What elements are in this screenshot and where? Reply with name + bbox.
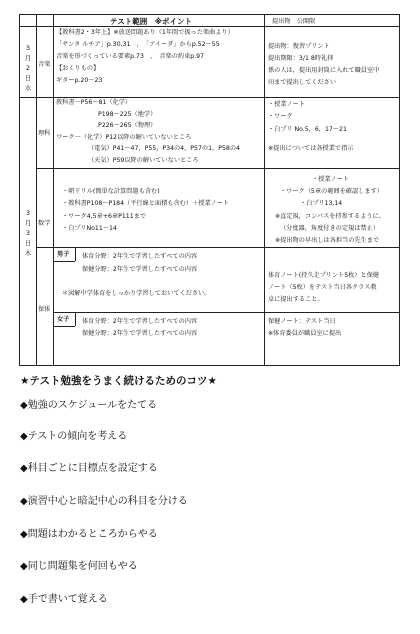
music-range-line: 音楽を形づくっている要素p.73 ， 音楽の約束p.97	[56, 53, 205, 60]
tip-item: ◆同じ問題集を何回もやる	[20, 561, 138, 572]
girls-label-box	[75, 312, 76, 326]
music-range-line: 【おくりもの】	[56, 65, 100, 72]
math-submit-line: ・ワーク（5章の範囲を確認します）	[280, 188, 383, 195]
day1-char: 3	[25, 44, 31, 52]
math-submit-line: ※提出物の早出しは各担当の先生まで	[275, 237, 380, 244]
day1-char: 2	[25, 64, 31, 72]
music-submit-line: 田まで提出してください	[268, 79, 337, 86]
math-submit-line: ※直定規，コンパスを持参するように。	[275, 213, 385, 220]
pe-girls-submit-line: 保健ノート：テスト当日	[268, 318, 336, 325]
day2-char: 3	[25, 209, 31, 217]
math-submit-line: ・白プリ13,14	[300, 200, 343, 207]
science-submit-line: ・白プリ No.5，6，17〜21	[268, 126, 347, 133]
pe-boys-range-line: 体育分野：2年生で学習したすべての内容	[82, 253, 198, 260]
science-range-line: （天気）P59以降の解いていないところ	[88, 157, 199, 164]
pe-girls-range-line: 体育分野：2年生で学習したすべての内容	[82, 318, 198, 325]
day2-char: 日	[24, 239, 32, 247]
header-divider	[20, 26, 399, 27]
math-range-line: ・ワーク4,5章+6章P111まで	[62, 213, 147, 220]
day1-char: 日	[24, 74, 32, 82]
pe-boys-submit-line: ノート（5枚）をテスト当日各クラス教	[268, 284, 377, 291]
science-range-line: 教科書一P56〜81（化学）	[56, 99, 132, 106]
tip-item: ◆問題はわかるところからやる	[20, 529, 158, 540]
music-range-line: 【教科書2・3年上】※放送問題あり（1年間で扱った楽曲より）	[56, 29, 234, 36]
tip-item: ◆テストの傾向を考える	[20, 431, 128, 442]
science-range-line: ワーク一（化学）P12以降の解いていないところ	[56, 134, 192, 141]
tip-item: ◆手で書いて覚える	[20, 594, 108, 605]
day2-char: 月	[24, 219, 32, 227]
music-range-line: 「サンタ ルチア」p.30,31 ， 「アイーダ」からp.52〜55	[56, 41, 220, 48]
math-range-line: ・朝ドリル(簡単な計算問題も含む)	[62, 188, 160, 195]
science-submit-line: ※提出については各授業で指示	[268, 145, 354, 152]
day2-char: 3	[25, 229, 31, 237]
science-range-line: P226〜265（物理）	[98, 122, 157, 129]
math-range-line: ・白プリNo11〜14	[62, 225, 117, 232]
science-submit-line: ・授業ノート	[268, 101, 305, 108]
pe-boys-range-line: 保健分野：2年生で学習したすべての内容	[82, 266, 198, 273]
science-range-line: P198〜225（地学）	[98, 111, 157, 118]
pe-girls-range-line: 保健分野：2年生で学習したすべての内容	[82, 330, 198, 337]
music-range-line: ギターp.20〜23	[56, 77, 103, 84]
day1-char: 水	[24, 84, 32, 92]
math-range-line: ・教科書P108〜P184（平行線と面積も含む）＋授業ノート	[62, 200, 230, 207]
tip-item: ◆演習中心と暗記中心の科目を分ける	[20, 496, 188, 507]
pe-boys-submit-line: 卓に提出すること。	[268, 296, 324, 303]
pe-boys-label: 男子	[57, 251, 70, 258]
science-range-line: （電気）P41〜47，P55，P34の4，P57の1，P58の4	[88, 145, 240, 152]
subject-science: 理科	[38, 130, 51, 137]
submit-header: 提出物 公開限	[272, 18, 316, 25]
subject-math: 数学	[38, 220, 51, 227]
pe-girls-submit-line: ※体育委員が職員室に提出	[268, 330, 342, 337]
subject-pe: 保体	[38, 306, 51, 313]
boys-label-box-bottom	[53, 261, 75, 262]
tip-item: ◆科目ごとに目標点を設定する	[20, 463, 158, 474]
pe-boys-range-line: ＊図解中学体育をしっかり学習しておいてください。	[62, 290, 211, 297]
tips-title: ★テスト勉強をうまく続けるためのコツ★	[20, 375, 217, 387]
math-submit-line: ・授業ノート	[312, 176, 349, 183]
girls-label-box-bottom	[53, 326, 75, 327]
tip-item: ◆勉強のスケジュールをたてる	[20, 400, 158, 411]
day2-char: 木	[24, 249, 32, 257]
music-submit-line: 提出期限：3/1 8時礼拝	[268, 55, 334, 62]
music-submit-line: 係の人は，提出用封筒に入れて職員室中	[268, 67, 380, 74]
pe-boys-submit-line: 体育ノート(持久走プリント5枚）と保健	[268, 272, 380, 279]
pe-girls-label: 女子	[57, 316, 70, 323]
science-divider	[36, 168, 399, 169]
pe-divider	[53, 312, 399, 313]
range-header: テスト範囲 ※ポイント	[110, 17, 192, 26]
day-label-1	[21, 43, 35, 93]
math-divider	[36, 247, 399, 248]
math-submit-line: （分度器，角度付きの定規は禁止）	[280, 225, 379, 232]
col-divider-day	[36, 15, 37, 365]
boys-label-box	[75, 247, 76, 261]
science-submit-line: ・ワーク	[268, 113, 293, 120]
day-label-2	[21, 208, 35, 258]
subject-music: 音楽	[38, 61, 51, 68]
music-submit-line: 提出物：復習プリント	[268, 43, 330, 50]
day1-char: 月	[24, 54, 32, 62]
day-divider	[20, 97, 399, 98]
